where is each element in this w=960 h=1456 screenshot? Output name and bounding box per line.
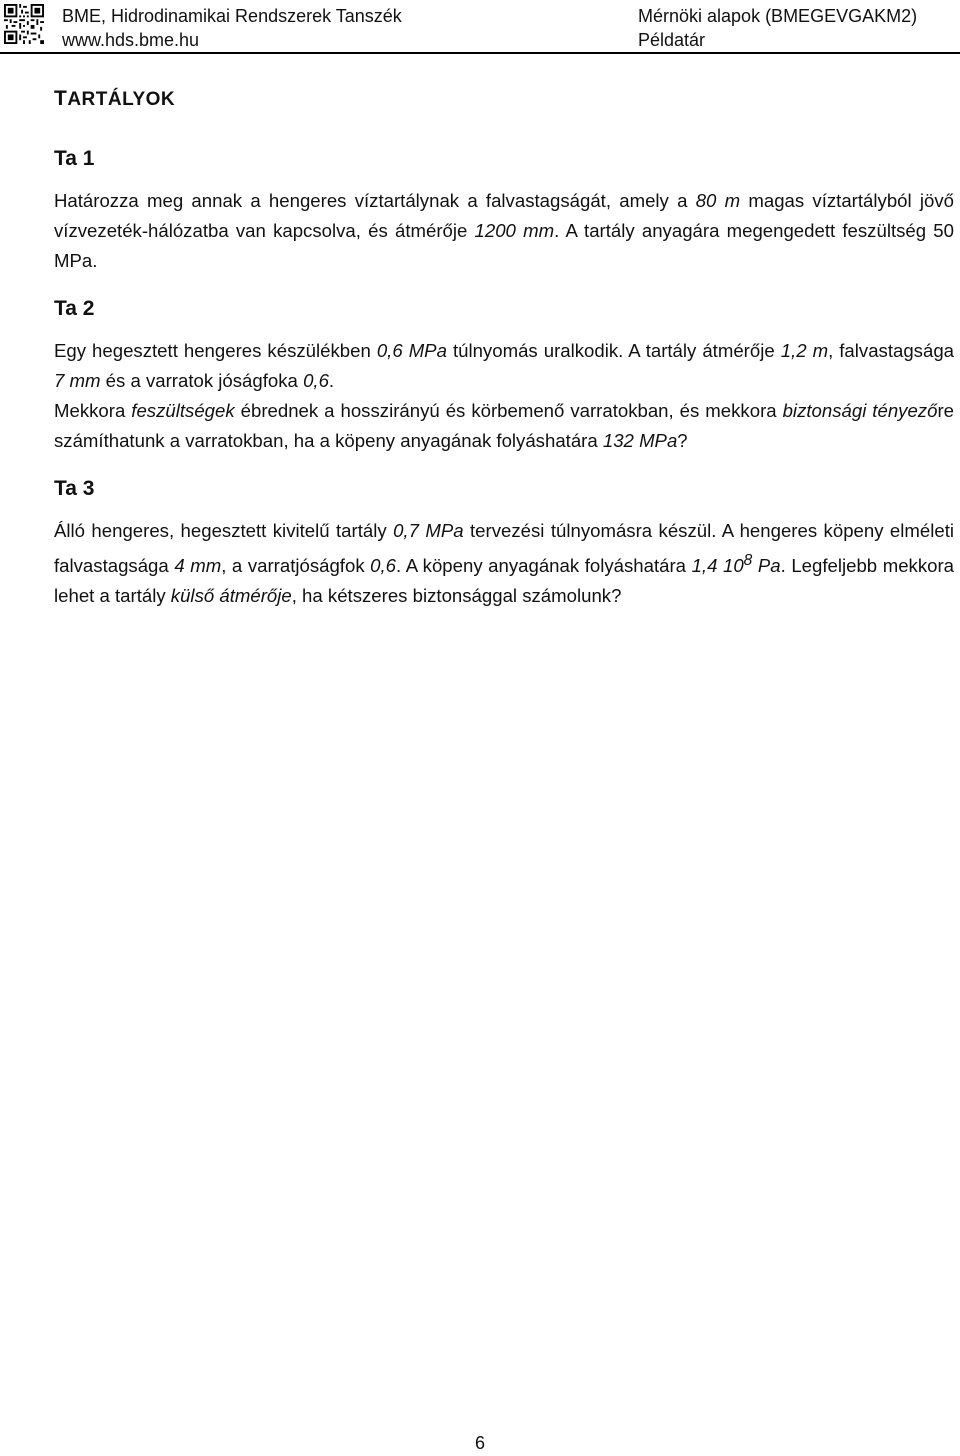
problem-text-ta2-question: Mekkora feszültségek ébrednek a hosszirányú és körbemenő varratokban, és mekkora biztonsági tényezőre számíthatunk a varratokban, ha a köpeny anyagának folyáshatára 132 MPa? [54, 400, 954, 451]
page-number: 6 [474, 1433, 485, 1453]
section-title: TARTÁLYOK [54, 87, 176, 110]
problem-text-ta2-given: Egy hegesztett hengeres készülékben 0,6 MPa túlnyomás uralkodik. A tartály átmérője 1,2 m, falvastagsága 7 mm és a varratok jóságfoka 0,6. [54, 340, 955, 391]
page-content [54, 84, 954, 611]
header-institution [62, 4, 402, 52]
header-course-name: Mérnöki alapok (BMEGEVGAKM2) [638, 6, 918, 26]
problem-title-ta1: Ta 1 [54, 147, 95, 170]
problem-title-ta2: Ta 2 [54, 297, 95, 320]
problem-text-ta1: Határozza meg annak a hengeres víztartálynak a falvastagságát, amely a 80 m magas víztartályból jövő vízvezeték-hálózatba van kapcsolva, és átmérője 1200 mm. A tartály anyagára megengedett feszültség 50 MPa. [54, 190, 954, 271]
header-document-type: Példatár [638, 30, 706, 50]
header-website: www.hds.bme.hu [62, 30, 200, 50]
header-divider [0, 52, 960, 54]
problem-title-ta3: Ta 3 [54, 477, 95, 500]
qr-code-icon [4, 4, 44, 44]
problem-text-ta3: Álló hengeres, hegesztett kivitelű tartály 0,7 MPa tervezési túlnyomásra készül. A hengeres köpeny elméleti falvastagsága 4 mm, a varratjóságfok 0,6. A köpeny anyagának folyáshatára 1,4 $10^8$ Pa. Legfeljebb mekkora lehet a tartály külső átmérője, ha kétszeres biztonsággal számolunk? [54, 520, 955, 607]
page-header [0, 0, 960, 56]
header-course [638, 4, 917, 52]
header-department: BME, Hidrodinamikai Rendszerek Tanszék [62, 6, 402, 26]
